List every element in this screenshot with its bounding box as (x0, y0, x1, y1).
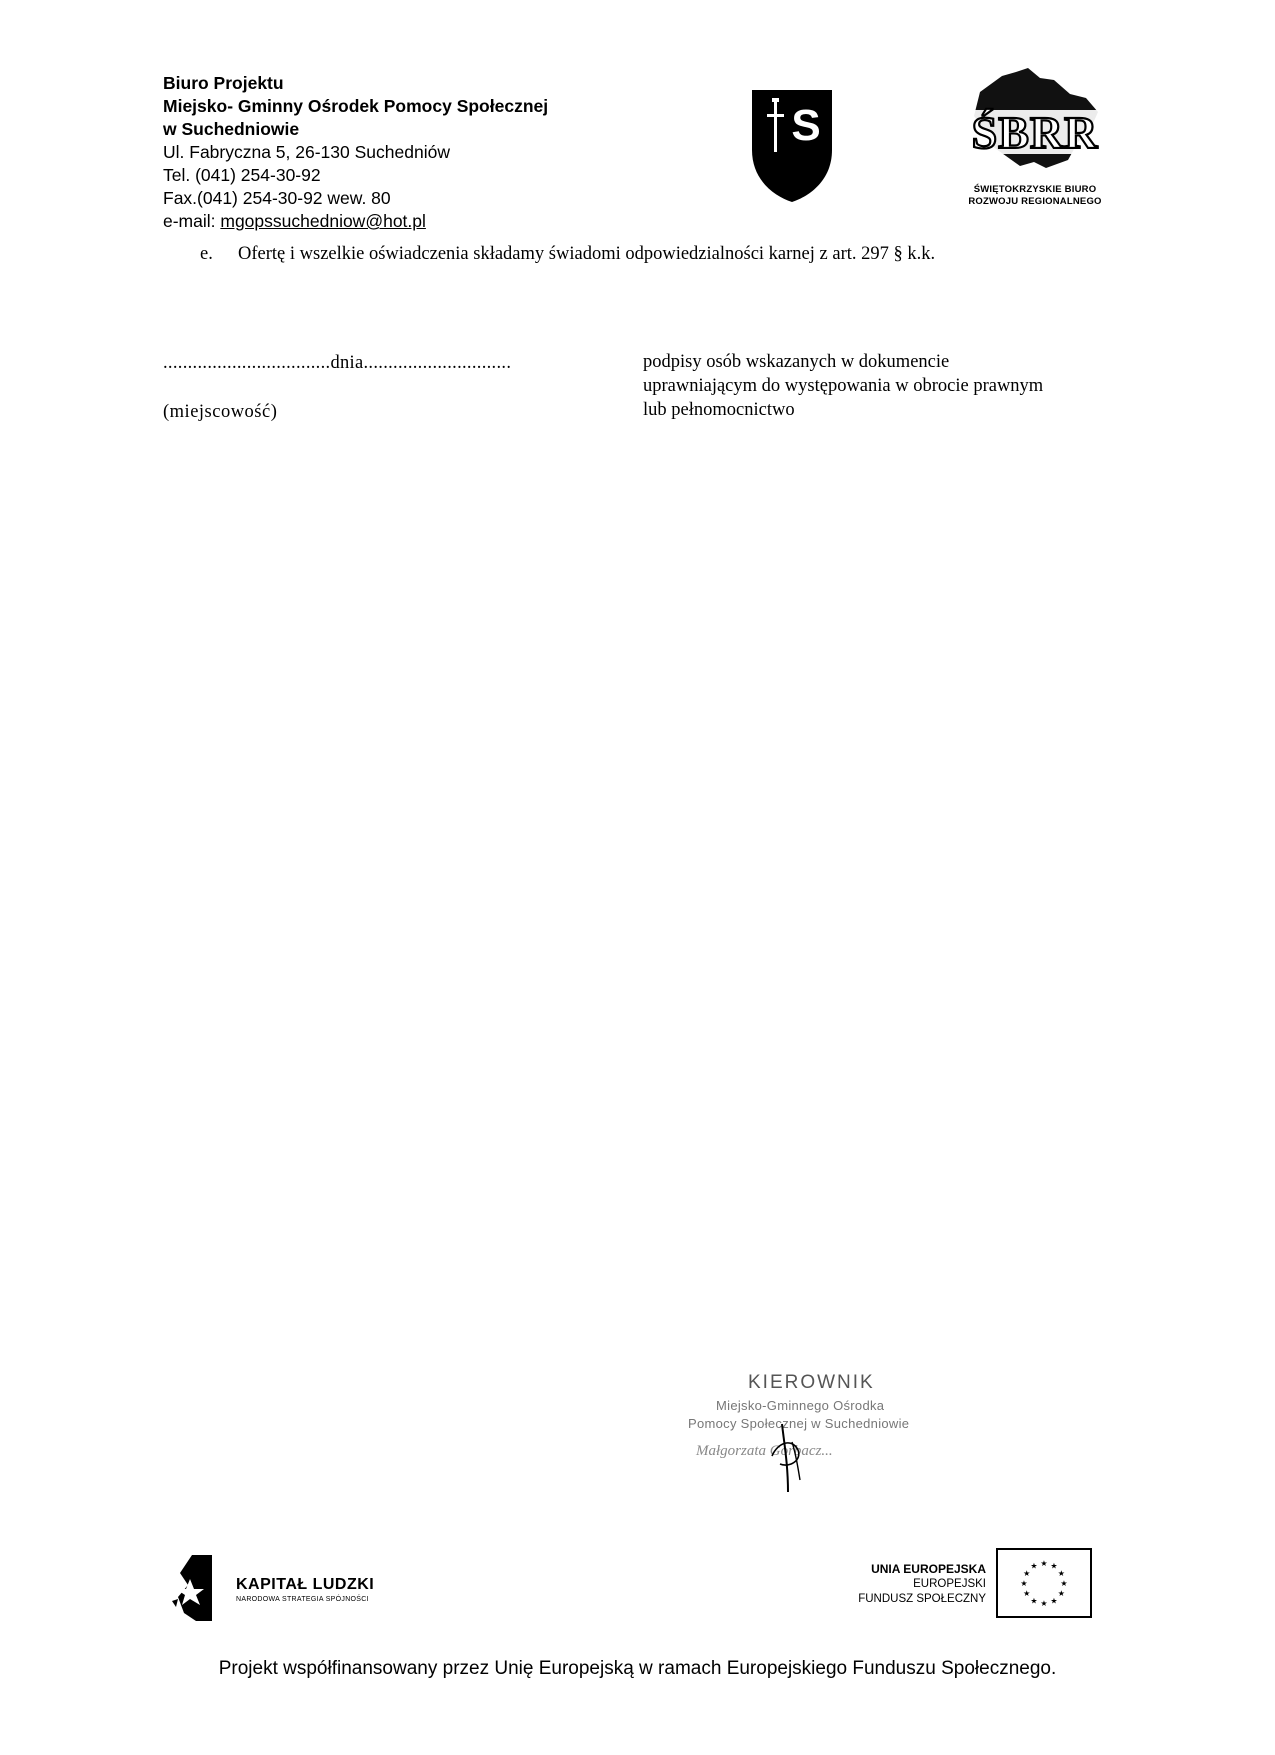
kapital-ludzki-text (236, 1576, 374, 1603)
place-label: (miejscowość) (163, 402, 278, 422)
sbrr-line1: ŚWIĘTOKRZYSKIE BIURO (973, 184, 1097, 195)
kapital-ludzki-icon (170, 1555, 230, 1621)
eu-star: ★ (1060, 1579, 1068, 1588)
email-label: e-mail: (163, 211, 221, 231)
signature-note-line3: lub pełnomocnictwo (643, 400, 795, 420)
eu-star: ★ (1020, 1579, 1028, 1588)
letterhead-town: w Suchedniowie (163, 119, 300, 139)
letterhead-fax: Fax.(041) 254-30-92 wew. 80 (163, 188, 391, 208)
letterhead (163, 72, 683, 233)
eu-star: ★ (1040, 1559, 1048, 1568)
eu-star: ★ (1030, 1596, 1038, 1606)
eu-star: ★ (1057, 1589, 1065, 1598)
place-date-line: ..................................dnia.............................. (163, 353, 512, 373)
official-stamp (680, 1372, 940, 1512)
eu-star: ★ (1050, 1561, 1058, 1571)
eu-flag-icon (996, 1548, 1092, 1618)
crest-letter: S (791, 101, 821, 150)
stamp-line3: Małgorzata Gorbacz... (696, 1443, 833, 1459)
eu-star: ★ (1040, 1599, 1048, 1608)
eu-star: ★ (1023, 1569, 1031, 1578)
eu-star: ★ (1057, 1569, 1065, 1578)
eu-star: ★ (1050, 1596, 1058, 1606)
letterhead-office: Biuro Projektu (163, 73, 284, 93)
statement-letter: e. (200, 244, 213, 264)
stamp-title: KIEROWNIK (748, 1372, 875, 1393)
eu-line1: UNIA EUROPEJSKA (871, 1562, 986, 1576)
letterhead-email-row (163, 210, 683, 233)
signature-note-line2: uprawniającym do występowania w obrocie prawnym (643, 376, 1044, 396)
kapital-ludzki-title: KAPITAŁ LUDZKI (236, 1576, 375, 1593)
signature-note-line1: podpisy osób wskazanych w dokumencie (643, 352, 950, 372)
cofinancing-note: Projekt współfinansowany przez Unię Europejską w ramach Europejskiego Funduszu Społecznego. (218, 1658, 1057, 1679)
statement-text: Ofertę i wszelkie oświadczenia składamy świadomi odpowiedzialności karnej z art. 297 § k.k. (238, 244, 936, 264)
eu-star: ★ (1030, 1561, 1038, 1571)
town-crest-logo (750, 88, 834, 204)
kapital-ludzki-subtitle: NARODOWA STRATEGIA SPÓJNOŚCI (236, 1596, 369, 1603)
sbrr-line2: ROZWOJU REGIONALNEGO (968, 196, 1102, 207)
kapital-ludzki-logo (170, 1555, 230, 1621)
eu-line2: EUROPEJSKI (913, 1578, 986, 1590)
eu-text (760, 1562, 986, 1607)
eu-stars-icon (998, 1550, 1090, 1616)
letterhead-address: Ul. Fabryczna 5, 26-130 Suchedniów (163, 142, 450, 162)
eu-line3: FUNDUSZ SPOŁECZNY (858, 1593, 986, 1605)
sbrr-logo (950, 64, 1120, 214)
sbrr-acronym: ŚBRR (971, 107, 1099, 158)
letterhead-tel: Tel. (041) 254-30-92 (163, 165, 321, 185)
eu-star: ★ (1023, 1589, 1031, 1598)
stamp-line1: Miejsko-Gminnego Ośrodka (716, 1398, 885, 1413)
handwritten-signature (680, 1372, 940, 1512)
signature-note (643, 350, 1123, 422)
letterhead-organization: Miejsko- Gminny Ośrodek Pomocy Społecznej (163, 96, 549, 116)
statement-item (200, 244, 935, 265)
email-link[interactable]: mgopssuchedniow@hot.pl (220, 211, 426, 231)
sbrr-map-icon (950, 64, 1120, 184)
stamp-line2: Pomocy Społecznej w Suchedniowie (688, 1416, 910, 1431)
